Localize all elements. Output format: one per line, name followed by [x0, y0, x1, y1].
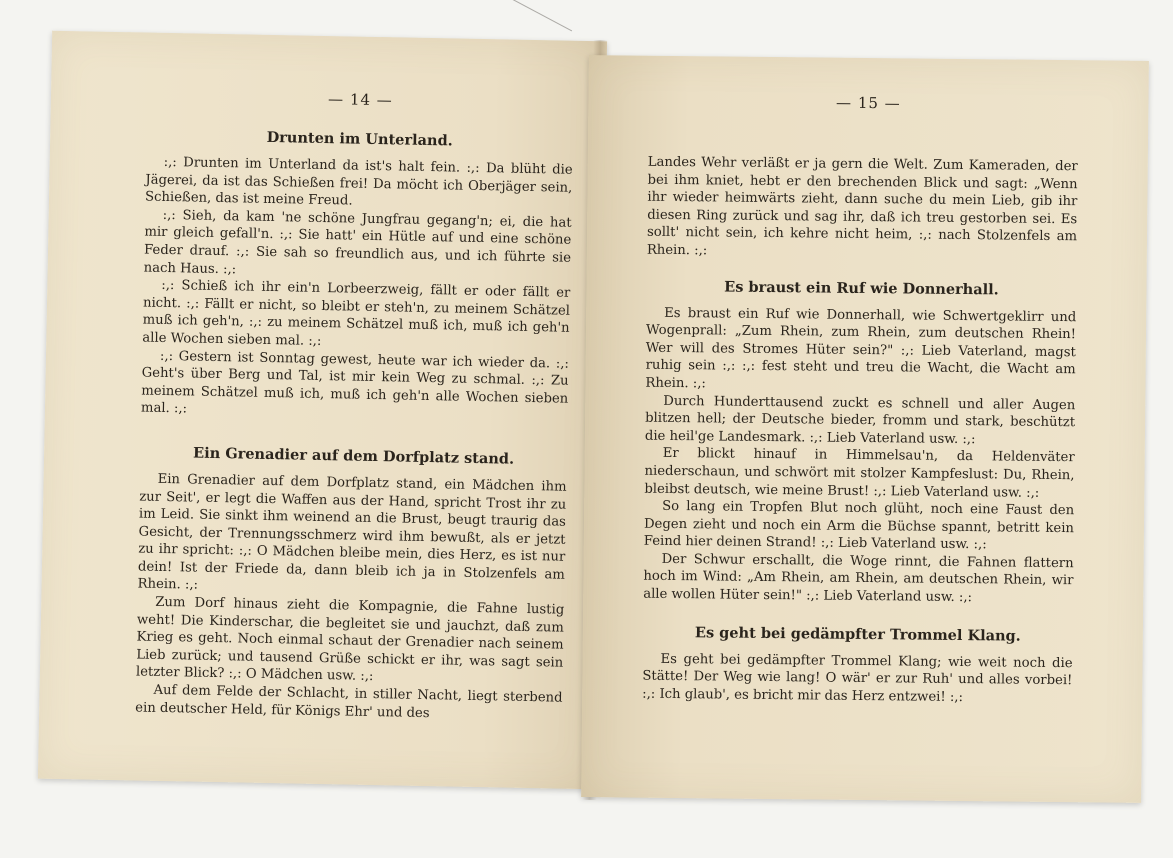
verse: :,: Drunten im Unterland da ist's halt fein. :,: Da blüht die Jägerei, da ist das Schießen frei! Da möcht ich Oberjäger sein, Schießen, das ist meine Freud.	[144, 154, 573, 209]
verse: :,: Gestern ist Sonntag gewest, heute war ich wieder da. :,: Geht's über Berg und Tal, ist mir kein Weg zu schmal. :,: Zu meinem Schätzel muß ich, muß ich geh'n alle Wochen sieben mal. :,:	[140, 348, 570, 417]
song-gedaempfter-trommel-klang	[642, 623, 1073, 707]
verse: Es braust ein Ruf wie Donnerhall, wie Schwertgeklirr und Wogenprall: „Zum Rhein, zum Rhein, zum deutschen Rhein! Wer will des Stromes Hüter sein?" :,: Lieb Vaterland, magst ruhig sein :,: :,: fest steht und treu die Wacht, die Wacht am Rhein. :,:	[645, 305, 1077, 392]
verse: So lang ein Tropfen Blut noch glüht, noch eine Faust den Degen zieht und noch ein Arm die Büchse spannt, betritt kein Feind hier deinen Strand! :,: Lieb Vaterland usw. :,:	[643, 498, 1075, 553]
verse: Durch Hunderttausend zuckt es schnell und aller Augen blitzen hell; der Deutsche bieder, fromm und stark, beschützt die heil'ge Landesmark. :,: Lieb Vaterland usw. :,:	[644, 393, 1076, 447]
page-number-left: — 14 —	[327, 90, 393, 110]
page-number-right: — 15 —	[836, 93, 901, 113]
verse: Der Schwur erschallt, die Woge rinnt, die Fahnen flattern hoch im Wind: „Am Rhein, am Rhein, am deutschen Rhein, wir alle wollen Hüter sein!" :,: Lieb Vaterland usw. :,:	[643, 551, 1074, 606]
song-title: Ein Grenadier auf dem Dorfplatz stand.	[192, 444, 515, 468]
verse: Er blickt hinauf in Himmelsau'n, da Heldenväter niederschaun, und schwört mit stolzer Kampfeslust: Du, Rhein, bleibst deutsch, wie meine Brust! :,: Lieb Vaterland usw. :,:	[644, 446, 1075, 501]
stray-thread	[510, 0, 572, 31]
verse: Auf dem Felde der Schlacht, in stiller Nacht, liegt sterbend ein deutscher Held, für Königs Ehr' und des	[135, 682, 563, 721]
left-page	[38, 31, 607, 790]
verse: Zum Dorf hinaus zieht die Kompagnie, die Fahne lustig weht! Die Kinderschar, die begleitet sie und jauchzt, daß zum Krieg es geht. Noch einmal schaut der Grenadier nach seinem Lieb zurück; und tausend Grüße schickt er ihr, was sagt sein letzter Blick? :,: O Mädchen usw. :,:	[135, 594, 565, 685]
verse: :,: Schieß ich ihr ein'n Lorbeerzweig, fällt er oder fällt er nicht. :,: Fällt er nicht, so bleibt er steh'n, zu meinem Schätzel muß ich geh'n, :,: zu meinem Schätzel muß ich, muß ich geh'n alle Wochen sieben mal. :,:	[142, 278, 571, 349]
right-page	[581, 55, 1149, 803]
song-title: Es braust ein Ruf wie Donnerhall.	[724, 278, 999, 298]
song-drunten-im-unterland	[141, 127, 574, 426]
continuation-text: Landes Wehr verläßt er ja gern die Welt. Zum Kameraden, der bei ihm kniet, hebt er den brechenden Blick und sagt: „Wenn ihr wieder heimwärts zieht, dann suche du mein Lieb, gib ihr diesen Ring zurück und sag ihr, daß ich treu gestorben sei. Es sollt' nicht sein, ich kehre nicht heim, :,: nach Stolzenfels am Rhein. :,:	[646, 154, 1078, 259]
song-title: Es geht bei gedämpfter Trommel Klang.	[694, 623, 1021, 645]
verse: Es geht bei gedämpfter Trommel Klang; wie weit noch die Stätte! Der Weg wie lang! O wär' er zur Ruh' und alles vorbei! :,: Ich glaub', es bricht mir das Herz entzwei! :,:	[642, 651, 1073, 705]
song-title: Drunten im Unterland.	[266, 128, 453, 150]
verse: :,: Sieh, da kam 'ne schöne Jungfrau gegang'n; ei, die hat mir gleich gefall'n. :,: Sie hatt' ein Hütle auf und eine schöne Feder drauf. :,: Sie sah so freundlich aus, und ich führte sie nach Haus. :,:	[143, 207, 572, 277]
song-wacht-am-rhein	[643, 277, 1076, 608]
song-ein-grenadier	[135, 443, 567, 724]
verse: Ein Grenadier auf dem Dorfplatz stand, ein Mädchen ihm zur Seit', er legt die Waffen aus der Hand, spricht Trost ihr zu im Leid. Sie sinkt ihm weinend an die Brust, beugt traurig das Gesicht, der Trennungsschmerz wird ihm bewußt, als er jetzt zu ihr spricht: :,: O Mädchen bleibe mein, dies Herz, es ist nur dein! Ist der Friede da, dann bleib ich ja in Stolzenfels am Rhein. :,:	[137, 471, 567, 594]
